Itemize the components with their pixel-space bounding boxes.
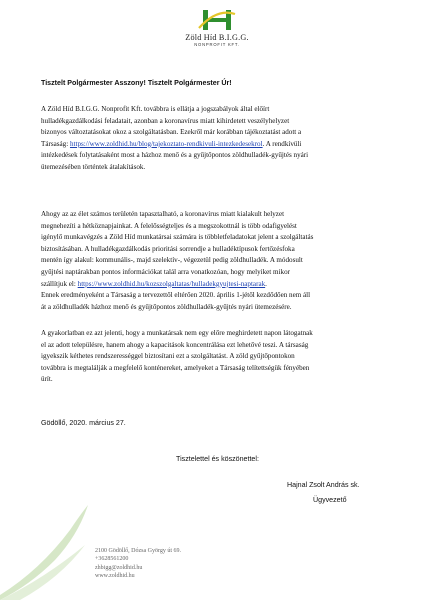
footer-address: 2100 Gödöllő, Dózsa György út 69. xyxy=(95,548,182,554)
paragraph-line: át a zöldhulladék házhoz menő és gyűjtőpontos zöldhulladék-gyűjtés nyári ütemezésére. xyxy=(41,302,292,311)
footer-email: zhbigg@zoldhid.hu xyxy=(95,564,143,571)
logo-mark-icon xyxy=(195,8,239,32)
signer-title: Ügyvezető xyxy=(313,496,347,504)
link-suffix: . A rendkívüli xyxy=(262,139,302,148)
signer-name: Hajnal Zsolt András sk. xyxy=(287,481,360,489)
salutation: Tisztelt Polgármester Asszony! Tisztelt Polgármester Úr! xyxy=(41,79,232,87)
paragraph-2 xyxy=(41,209,393,290)
paragraph-line: megnehezíti a hétköznapjainkat. A felelősségteljes és a megszokottnál is több odafigyelést xyxy=(41,221,297,230)
letter-date: Gödöllő, 2020. március 27. xyxy=(41,419,126,427)
paragraph-line: intézkedések folytatásaként most a házhoz menő és a gyűjtőpontos zöldhulladék-gyűjtés nyári xyxy=(41,151,309,160)
paragraph-line: A Zöld Híd B.I.G.G. Nonprofit Kft. továbbra is ellátja a jogszabályok által előírt xyxy=(41,105,270,113)
paragraph-line: mentén így alakul: kommunális-, majd szelektív-, végezetül pedig zöldhulladék. A módosult xyxy=(41,256,303,265)
paragraph-line: el az adott településre, hanem ahogy a kapacitások koncentrálása ezt lehetővé teszi. A társaság xyxy=(41,340,309,349)
paragraph-4 xyxy=(41,328,393,386)
paragraph-line: bizonyos változtatásokat okoz a szolgáltatásban. Ezekről már korábban tájékoztatást adott a xyxy=(41,128,302,137)
company-logo xyxy=(176,8,258,58)
decorative-swoosh-icon xyxy=(0,500,110,600)
paragraph-line: igyekszik kéthetes rendszerességgel biztosítani ezt a szolgáltatást. A zöld gyűjtőpontokon xyxy=(41,352,295,361)
paragraph-line-with-link xyxy=(41,279,393,291)
link-suffix: . xyxy=(265,279,267,288)
paragraph-line: biztosításában. A hulladékgazdálkodás prioritási sorrendje a hulladéktípusok fertőzésfoka xyxy=(41,244,295,253)
logo-subtitle: NONPROFIT KFT. xyxy=(194,42,240,47)
footer-phone: +3628561200 xyxy=(95,556,129,563)
footer-contact xyxy=(95,547,181,580)
paragraph-line: Ennek eredményeként a Társaság a tervezettől eltérően 2020. április 1-jétől kezdődően nem áll xyxy=(41,291,311,299)
paragraph-1 xyxy=(41,104,393,174)
paragraph-line: hulladékgazdálkodási feladatait, azonban a koronavírus miatt kihirdetett veszélyhelyzet xyxy=(41,116,290,125)
calendar-link[interactable]: https://www.zoldhid.hu/kozszolgaltatas/hulladekgyujtesi-naptarak xyxy=(77,279,266,288)
paragraph-line: gyűjtési naptárakban pontos információkat talál arra vonatkozóan, hogy melyiket mikor xyxy=(41,267,290,276)
paragraph-line: Ahogy az az élet számos területén tapasztalható, a koronavírus miatt kialakult helyzet xyxy=(41,210,285,218)
paragraph-line: ütemezésében történtek átalakítások. xyxy=(41,162,146,171)
paragraph-3 xyxy=(41,290,393,313)
paragraph-line: továbbra is megtalálják a megfelelő konténereket, amelyeket a Társaság telítettségük fényében xyxy=(41,363,310,372)
footer-website: www.zoldhid.hu xyxy=(95,572,135,579)
logo-name: Zöld Híd B.I.G.G. xyxy=(185,33,249,42)
link-prefix: Társaság: xyxy=(41,139,70,148)
paragraph-line: igénylő munkavégzés a Zöld Híd munkatársai számára is többletfeladatokat jelent a szolgáltatás xyxy=(41,233,314,242)
paragraph-line: ürít. xyxy=(41,375,53,384)
closing-phrase: Tisztelettel és köszönettel: xyxy=(176,455,259,463)
link-prefix: szállítjuk el: xyxy=(41,279,78,288)
announcement-link[interactable]: https://www.zoldhid.hu/blog/tajekoztato-rendkivuli-intezkedesekrol xyxy=(69,139,263,148)
paragraph-line-with-link xyxy=(41,139,393,151)
paragraph-line: A gyakorlatban ez azt jelenti, hogy a munkatársak nem egy előre meghirdetett napon látogatnak xyxy=(41,329,313,337)
